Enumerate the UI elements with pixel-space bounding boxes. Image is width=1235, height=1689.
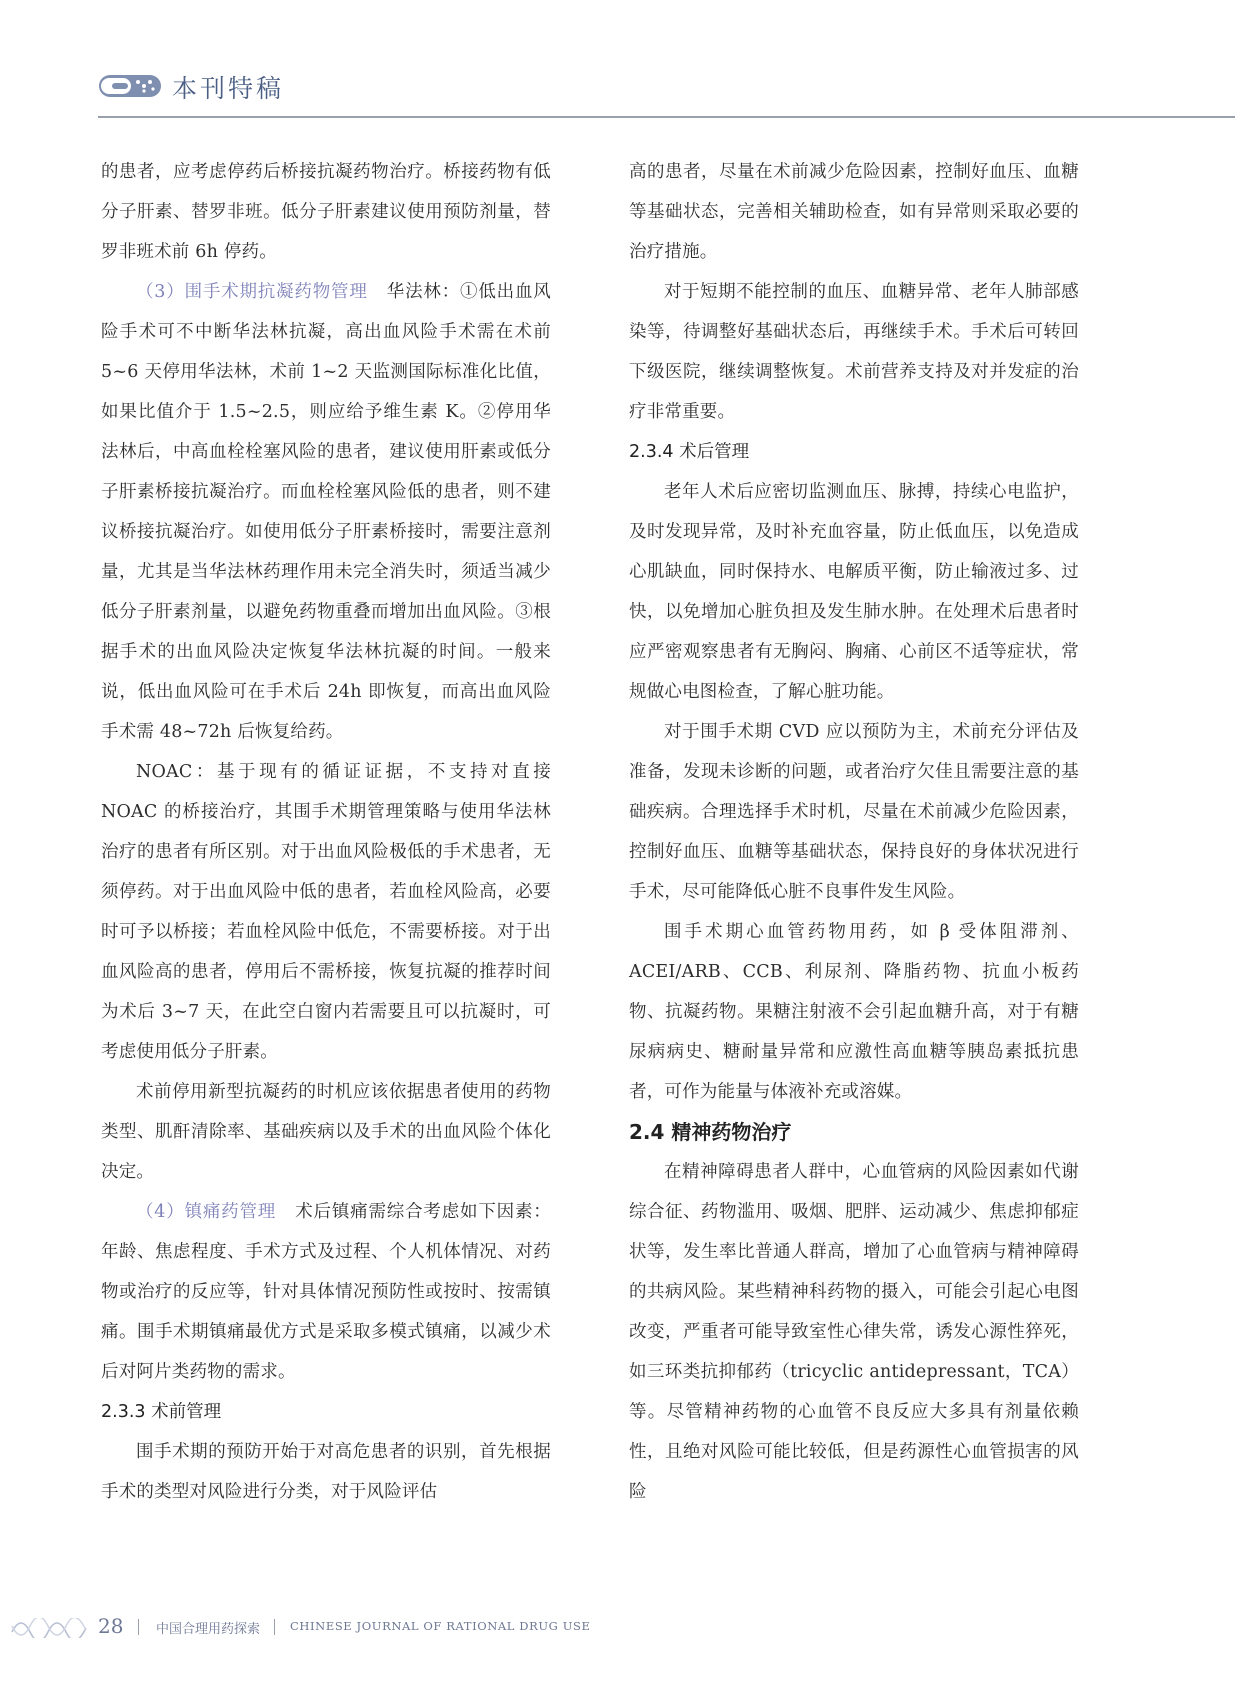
footer-divider — [138, 1619, 139, 1635]
section-heading: 2.4 精神药物治疗 — [629, 1120, 792, 1144]
subsection-label: （4）镇痛药管理 — [136, 1202, 277, 1222]
paragraph: NOAC：基于现有的循证证据，不支持对直接 NOAC 的桥接治疗，其围手术期管理策略与使用华法林治疗的患者有所区别。对于出血风险极低的手术患者，无须停药。对于出血风险中低的患者，若血栓风险高，必要时可予以桥接；若血栓风险中低危，不需要桥接。对于出血风险高的患者，停用后不需桥接，恢复抗凝的推荐时间为术后 3~7 天，在此空白窗内若需要且可以抗凝时，可考虑使用低分子肝素。 — [101, 762, 551, 1062]
paragraph: 高的患者，尽量在术前减少危险因素，控制好血压、血糖等基础状态，完善相关辅助检查，如有异常则采取必要的治疗措施。 — [629, 162, 1079, 262]
journal-name-cn: 中国合理用药探索 — [156, 1622, 261, 1637]
journal-name-en: CHINESE JOURNAL OF RATIONAL DRUG USE — [290, 1619, 591, 1633]
page-header — [98, 64, 1235, 108]
paragraph: 术前停用新型抗凝药的时机应该依据患者使用的药物类型、肌酐清除率、基础疾病以及手术的出血风险个体化决定。 — [101, 1082, 551, 1182]
paragraph — [101, 1192, 551, 1392]
wave-decoration-icon — [10, 1618, 88, 1638]
right-column — [629, 152, 1079, 1512]
paragraph-text: 术后镇痛需综合考虑如下因素：年龄、焦虑程度、手术方式及过程、个人机体情况、对药物或治疗的反应等，针对具体情况预防性或按时、按需镇痛。围手术期镇痛最优方式是采取多模式镇痛，以减少术后对阿片类药物的需求。 — [101, 1202, 551, 1382]
left-column — [101, 152, 551, 1512]
journal-logo-icon — [98, 74, 162, 98]
header-divider — [98, 116, 1235, 118]
paragraph: 对于围手术期 CVD 应以预防为主，术前充分评估及准备，发现未诊断的问题，或者治疗欠佳且需要注意的基础疾病。合理选择手术时机，尽量在术前减少危险因素，控制好血压、血糖等基础状态，保持良好的身体状况进行手术，尽可能降低心脏不良事件发生风险。 — [629, 722, 1079, 902]
paragraph — [101, 272, 551, 752]
paragraph-text: 华法林：①低出血风险手术可不中断华法林抗凝，高出血风险手术需在术前 5~6 天停用华法林，术前 1~2 天监测国际标准化比值，如果比值介于 1.5~2.5，则应给予维生素 K。②停用华法林后，中高血栓栓塞风险的患者，建议使用肝素或低分子肝素桥接抗凝治疗。而血栓栓塞风险低的患者，则不建议桥接抗凝治疗。如使用低分子肝素桥接时，需要注意剂量，尤其是当华法林药理作用未完全消失时，须适当减少低分子肝素剂量，以避免药物重叠而增加出血风险。③根据手术的出血风险决定恢复华法林抗凝的时间。一般来说，低出血风险可在手术后 24h 即恢复，而高出血风险手术需 48~72h 后恢复给药。 — [101, 282, 551, 742]
paragraph: 围手术期的预防开始于对高危患者的识别，首先根据手术的类型对风险进行分类，对于风险评估 — [101, 1442, 551, 1502]
paragraph: 围手术期心血管药物用药，如 β 受体阻滞剂、ACEI/ARB、CCB、利尿剂、降脂药物、抗血小板药物、抗凝药物。果糖注射液不会引起血糖升高，对于有糖尿病病史、糖耐量异常和应激性高血糖等胰岛素抵抗患者，可作为能量与体液补充或溶媒。 — [629, 922, 1079, 1102]
paragraph: 对于短期不能控制的血压、血糖异常、老年人肺部感染等，待调整好基础状态后，再继续手术。手术后可转回下级医院，继续调整恢复。术前营养支持及对并发症的治疗非常重要。 — [629, 282, 1079, 422]
paragraph: 在精神障碍患者人群中，心血管病的风险因素如代谢综合征、药物滥用、吸烟、肥胖、运动减少、焦虑抑郁症状等，发生率比普通人群高，增加了心血管病与精神障碍的共病风险。某些精神科药物的摄入，可能会引起心电图改变，严重者可能导致室性心律失常，诱发心源性猝死，如三环类抗抑郁药（tricyclic antidepressant，TCA）等。尽管精神药物的心血管不良反应大多具有剂量依赖性，且绝对风险可能比较低，但是药源性心血管损害的风险 — [629, 1162, 1079, 1502]
page-footer — [10, 1614, 710, 1642]
subsection-label: （3）围手术期抗凝药物管理 — [136, 282, 368, 302]
paragraph: 老年人术后应密切监测血压、脉搏，持续心电监护，及时发现异常，及时补充血容量，防止低血压，以免造成心肌缺血，同时保持水、电解质平衡，防止输液过多、过快，以免增加心脏负担及发生肺水肿。在处理术后患者时应严密观察患者有无胸闷、胸痛、心前区不适等症状，常规做心电图检查，了解心脏功能。 — [629, 482, 1079, 702]
paragraph: 的患者，应考虑停药后桥接抗凝药物治疗。桥接药物有低分子肝素、替罗非班。低分子肝素建议使用预防剂量，替罗非班术前 6h 停药。 — [101, 162, 551, 262]
page-number: 28 — [98, 1614, 124, 1638]
section-title: 本刊特稿 — [172, 74, 285, 103]
section-heading: 2.3.3 术前管理 — [101, 1402, 222, 1422]
footer-divider — [274, 1619, 275, 1635]
section-heading: 2.3.4 术后管理 — [629, 442, 750, 462]
